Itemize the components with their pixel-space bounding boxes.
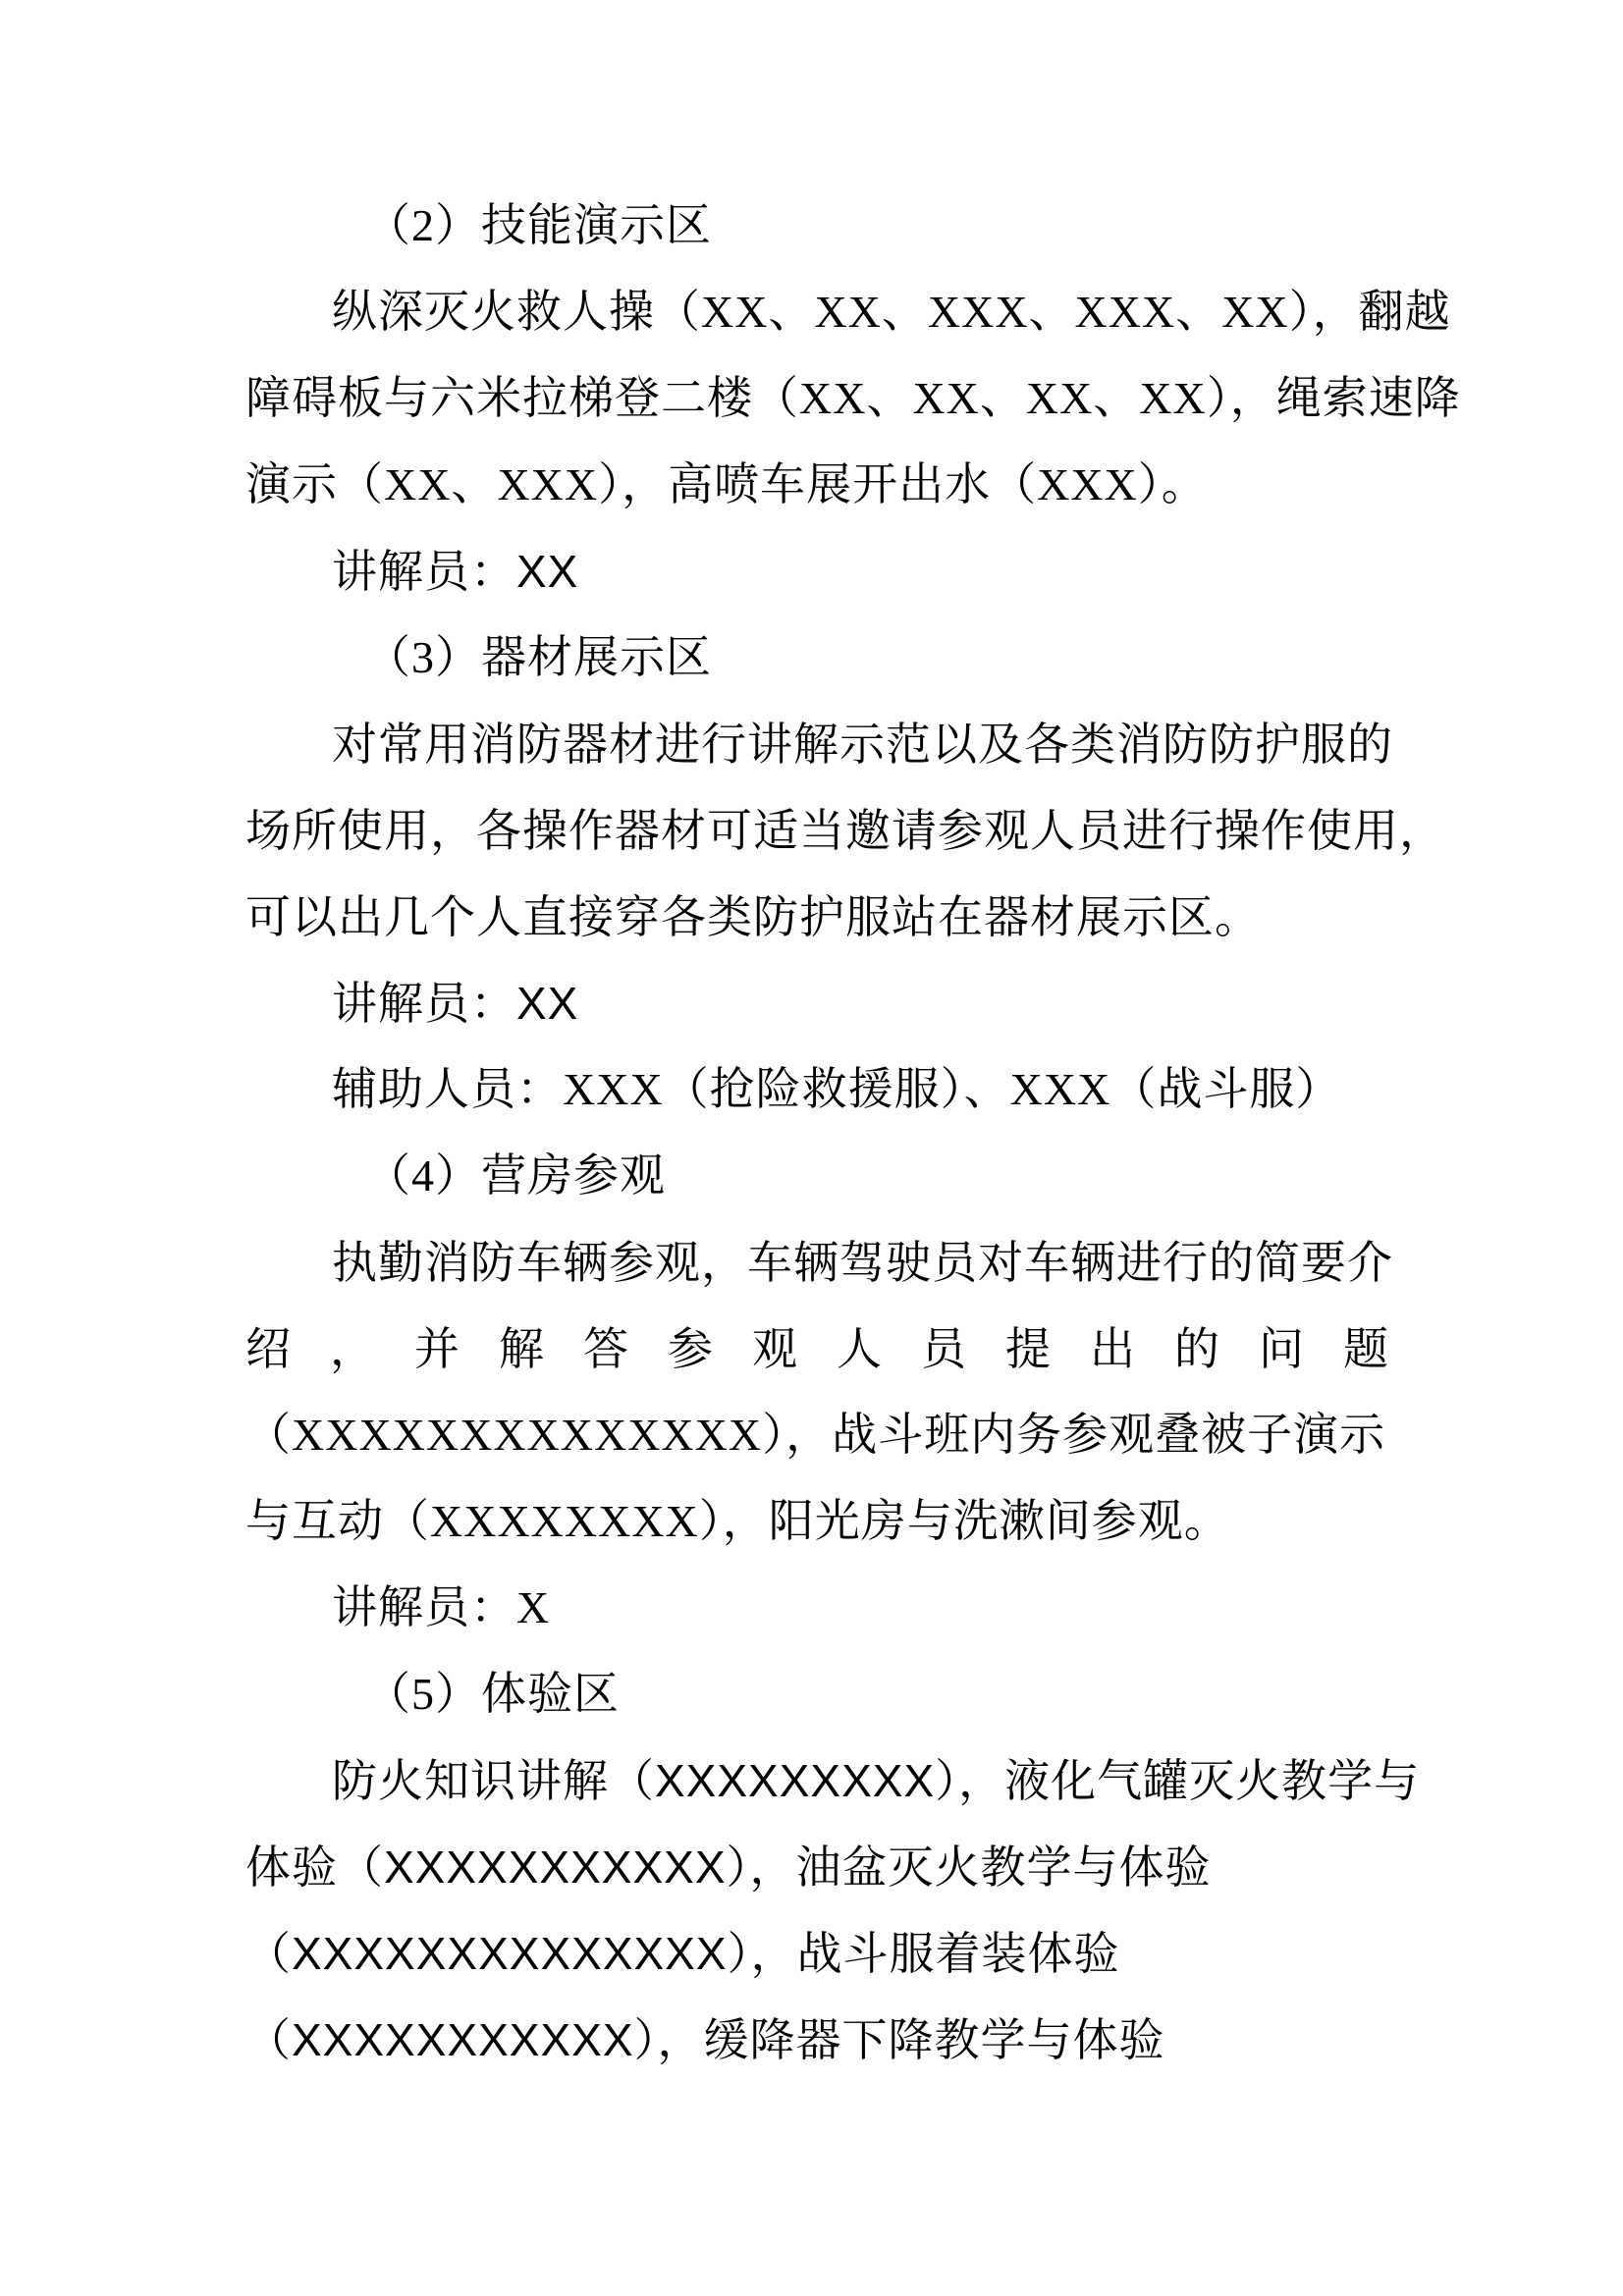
heading-section-5-experience-area: （5）体验区 <box>365 1669 620 1719</box>
paragraph-line: 障碍板与六米拉梯登二楼（XX、XX、XX、XX），绳索速降 <box>245 373 1461 423</box>
paragraph-line: 场所使用，各操作器材可适当邀请参观人员进行操作使用， <box>245 805 1445 856</box>
paragraph-line: 与互动（XXXXXXXX），阳光房与洗漱间参观。 <box>245 1496 1230 1546</box>
paragraph-line: 纵深灭火救人操（XX、XX、XXX、XXX、XX），翻越 <box>332 287 1451 337</box>
heading-section-2-skill-demo-area: （2）技能演示区 <box>365 200 712 250</box>
narrator-line: 讲解员：XX <box>332 546 579 597</box>
heading-section-3-equipment-display-area: （3）器材展示区 <box>365 632 712 682</box>
paragraph-line: 体验（XXXXXXXXXXX），油盆灭火教学与体验 <box>245 1842 1212 1893</box>
assistant-staff-line: 辅助人员：XXX（抢险救援服）、XXX（战斗服） <box>332 1064 1342 1114</box>
paragraph-line: （XXXXXXXXXXXXXX），战斗班内务参观叠被子演示 <box>245 1410 1386 1460</box>
heading-section-4-barracks-tour: （4）营房参观 <box>365 1150 666 1201</box>
paragraph-line: 对常用消防器材进行讲解示范以及各类消防防护服的 <box>332 719 1393 770</box>
paragraph-line: （XXXXXXXXXXXXXX），战斗服着装体验 <box>245 1928 1120 1979</box>
paragraph-line: 演示（XX、XXX），高喷车展开出水（XXX）。 <box>245 459 1208 509</box>
paragraph-line: 可以出几个人直接穿各类防护服站在器材展示区。 <box>245 891 1261 942</box>
narrator-line: 讲解员：XX <box>332 978 579 1029</box>
paragraph-line: （XXXXXXXXXXX），缓降器下降教学与体验 <box>245 2014 1165 2065</box>
paragraph-line: 执勤消防车辆参观，车辆驾驶员对车辆进行的简要介 <box>332 1237 1393 1288</box>
narrator-line: 讲解员：X <box>332 1582 551 1632</box>
paragraph-line: 防火知识讲解（XXXXXXXXX），液化气罐灭火教学与 <box>332 1755 1421 1806</box>
paragraph-line-justified: 绍，并解答参观人员提出的问题 <box>245 1323 1428 1374</box>
document-text-block <box>245 183 1461 2083</box>
